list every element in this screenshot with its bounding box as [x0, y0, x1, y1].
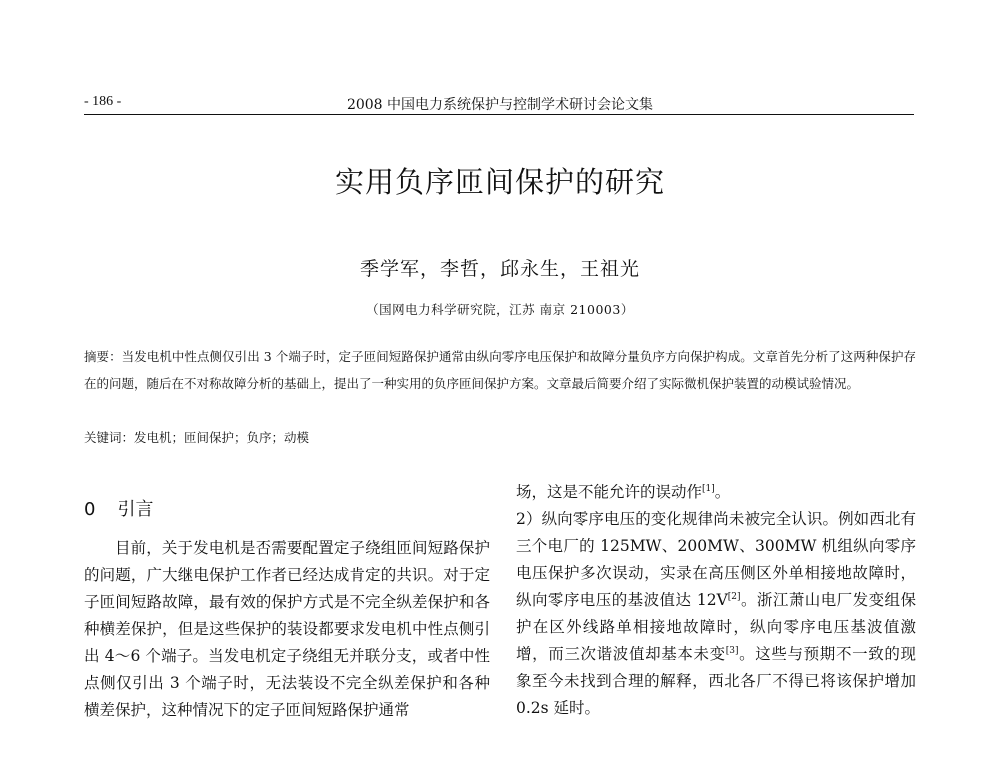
right-p1-text: 场，这是不能允许的误动作: [516, 483, 703, 501]
citation-ref: [3]: [725, 645, 739, 656]
citation-ref: [2]: [727, 591, 741, 602]
abstract: 摘要：当发电机中性点侧仅引出 3 个端子时，定子匝间短路保护通常由纵向零序电压保护和故障分量负序方向保护构成。文章首先分析了这两种保护存在的问题，随后在不对称故障分析的基础上，提出了一种实用的负序匝间保护方案。文章最后简要介绍了实际微机保护装置的动模试验情况。: [84, 349, 916, 391]
right-p2-end: 。这些与预期不一致的现象至今未找到合理的解释，西北各厂不得已将该保护增加 0.2s 延时。: [516, 645, 916, 717]
paper-title: 实用负序匝间保护的研究: [334, 165, 665, 199]
affiliation: （国网电力科学研究院，江苏 南京 210003）: [366, 302, 634, 317]
right-column: [516, 479, 916, 722]
page-number: - 186 -: [84, 94, 122, 109]
right-p1-end: 。: [714, 483, 731, 501]
citation-ref: [1]: [702, 483, 715, 494]
section-title: 引言: [117, 499, 154, 520]
left-column-paragraph: 目前，关于发电机是否需要配置定子绕组匝间短路保护的问题，广大继电保护工作者已经达成肯定的共识。对于定子匝间短路故障，最有效的保护方式是不完全纵差保护和各种横差保护，但是这些保护的装设都要求发电机中性点侧引出 4～6 个端子。当发电机定子绕组无并联分支，或者中性点侧仅引出 3 个端子时，无法装设不完全纵差保护和各种横差保护，这种情况下的定子匝间短路保护通常: [84, 539, 490, 719]
section-number: 0: [84, 499, 96, 520]
header-rule: [84, 114, 914, 115]
right-paragraph-1: [516, 479, 916, 506]
right-paragraph-2: [516, 506, 916, 722]
right-p2-mid: 。浙江萧山电厂发变组保护在区外线路单相接地故障时，纵向零序电压基波值激增，而三次谐波值却基本未变: [516, 591, 916, 663]
running-header: 2008 中国电力系统保护与控制学术研讨会论文集: [346, 97, 654, 113]
section-heading: [84, 495, 153, 521]
authors: 季学军，李哲，邱永生，王祖光: [359, 258, 640, 280]
keywords: 关键词：发电机；匝间保护；负序；动模: [84, 430, 310, 445]
right-p2-text: 2）纵向零序电压的变化规律尚未被完全认识。例如西北有三个电厂的 125MW、200MW、300MW 机组纵向零序电压保护多次误动，实录在高压侧区外单相接地故障时，纵向零序电压的基波值达 12V: [516, 510, 916, 609]
